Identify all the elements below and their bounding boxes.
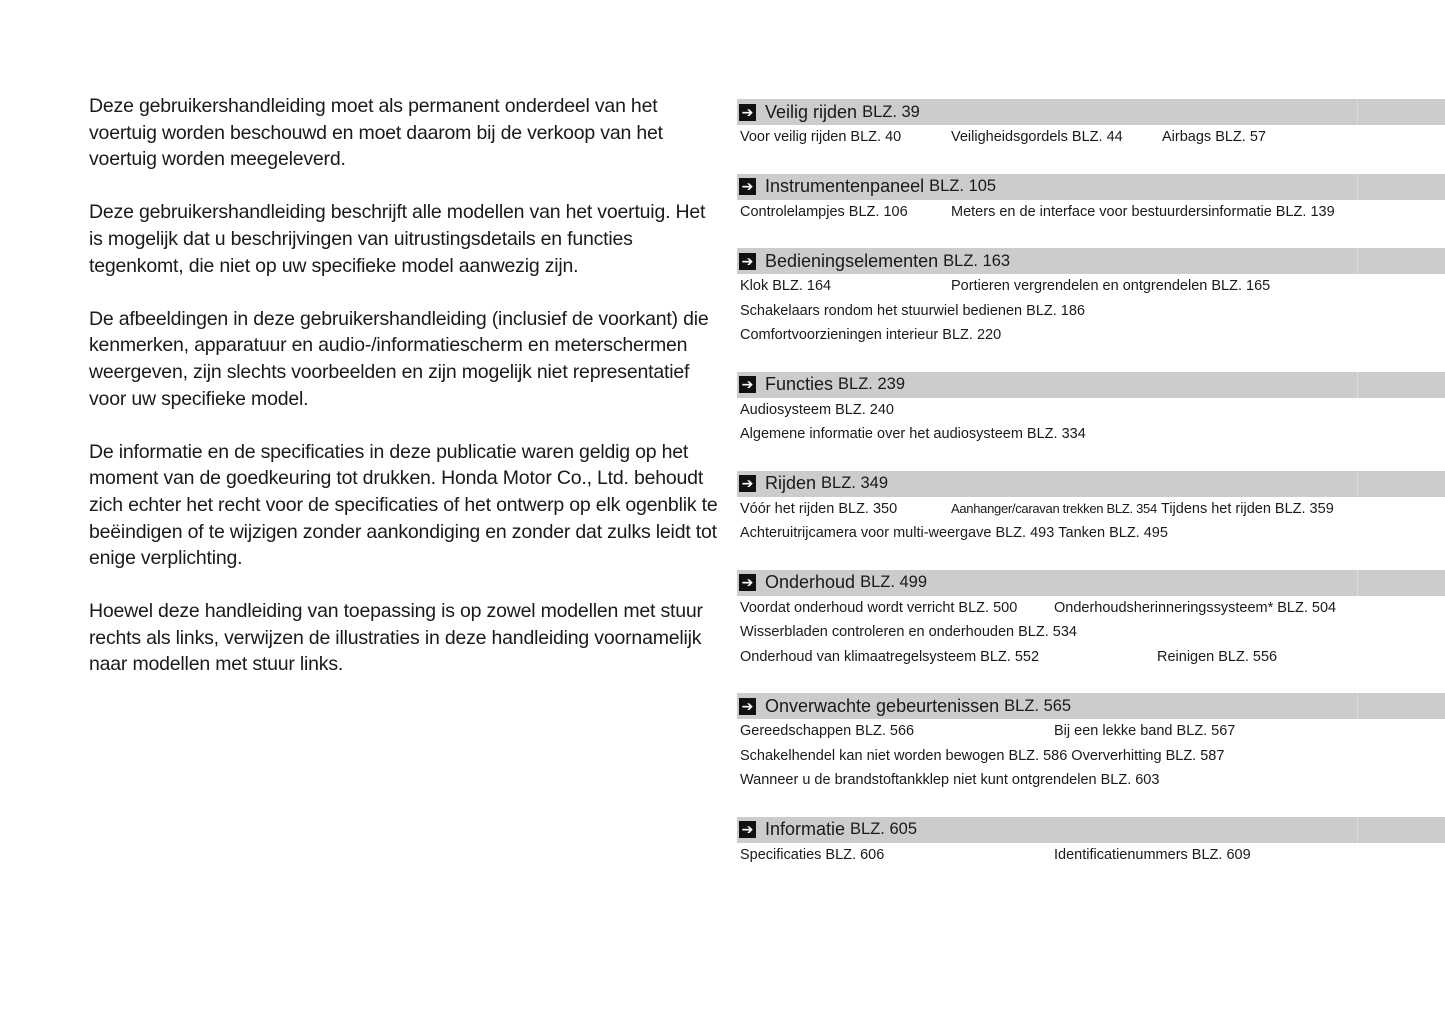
- toc-row: [737, 299, 1445, 324]
- intro-paragraph: Deze gebruikershandleiding beschrijft alle modellen van het voertuig. Het is mogelijk dat u beschrijvingen van uitrustingsdetails en functies tegenkomt, die niet op uw specifieke model aanwezig zijn.: [89, 201, 706, 277]
- divider: [1357, 817, 1358, 843]
- section-title: Rijden: [765, 473, 817, 493]
- toc-section-header[interactable]: [737, 99, 1445, 125]
- toc-section: [737, 99, 1445, 150]
- toc-link[interactable]: Veiligheidsgordels BLZ. 44: [951, 129, 1123, 145]
- toc-section-header[interactable]: [737, 817, 1445, 843]
- divider: [1357, 570, 1358, 596]
- arrow-right-icon: ➔: [739, 178, 756, 195]
- section-title: Onderhoud: [765, 572, 856, 592]
- toc-link[interactable]: Comfortvoorzieningen interieur BLZ. 220: [740, 327, 1002, 343]
- toc-link[interactable]: Bij een lekke band BLZ. 567: [1054, 723, 1236, 739]
- intro-paragraph: De afbeeldingen in deze gebruikershandleiding (inclusief de voorkant) die kenmerken, apparatuur en audio-/informatiescherm en meterschermen weergeven, zijn slechts voorbeelden en zijn mogelijk niet representatief voor uw specifieke model.: [89, 307, 709, 410]
- toc-link[interactable]: Wanneer u de brandstoftankklep niet kunt ontgrendelen BLZ. 603: [740, 772, 1160, 788]
- intro-paragraph: De informatie en de specificaties in deze publicatie waren geldig op het moment van de goedkeuring tot drukken. Honda Motor Co., Ltd. behoudt zich echter het recht voor de specificaties of het ontwerp op elk ogenblik te beëindigen of te wijzigen zonder aankondiging en zonder dat zulks leidt tot enige verplichting.: [89, 440, 718, 570]
- toc-section: [737, 372, 1445, 447]
- toc-row: [737, 497, 1445, 522]
- toc-link[interactable]: Audiosysteem BLZ. 240: [740, 401, 894, 418]
- toc-section: [737, 471, 1445, 546]
- toc-section-header[interactable]: [737, 471, 1445, 497]
- toc-section: [737, 248, 1445, 348]
- toc-row: [737, 596, 1445, 621]
- toc-section-header[interactable]: [737, 248, 1445, 274]
- toc-row: [737, 422, 1445, 447]
- arrow-right-icon: ➔: [739, 821, 756, 838]
- toc-row: [737, 645, 1445, 670]
- toc-link[interactable]: Portieren vergrendelen en ontgrendelen BLZ. 165: [951, 278, 1271, 294]
- toc-link[interactable]: Gereedschappen BLZ. 566: [740, 723, 915, 739]
- arrow-right-icon: ➔: [739, 104, 756, 121]
- toc-section: [737, 174, 1445, 225]
- toc-link[interactable]: Meters en de interface voor bestuurdersinformatie BLZ. 139: [951, 203, 1335, 220]
- section-page: BLZ. 163: [943, 251, 1011, 270]
- toc-section-header[interactable]: [737, 570, 1445, 596]
- toc-link[interactable]: Voordat onderhoud wordt verricht BLZ. 500: [740, 599, 1018, 616]
- toc-section-header[interactable]: [737, 693, 1445, 719]
- arrow-right-icon: ➔: [739, 698, 756, 715]
- arrow-right-icon: ➔: [739, 376, 756, 393]
- intro-paragraph: Deze gebruikershandleiding moet als permanent onderdeel van het voertuig worden beschouwd en moet daarom bij de verkoop van het voertuig worden meegeleverd.: [89, 95, 663, 171]
- section-title: Informatie: [765, 819, 846, 839]
- intro-paragraph: Hoewel deze handleiding van toepassing is op zowel modellen met stuur rechts als links, verwijzen de illustraties in deze handleiding voornamelijk naar modellen met stuur links.: [89, 600, 703, 676]
- arrow-right-icon: ➔: [739, 475, 756, 492]
- section-page: BLZ. 349: [821, 474, 888, 492]
- toc-row: [737, 719, 1445, 744]
- divider: [1357, 248, 1358, 274]
- toc-link[interactable]: Tanken BLZ. 495: [1058, 525, 1168, 541]
- toc-link[interactable]: Schakelhendel kan niet worden bewogen BLZ. 586: [740, 747, 1068, 764]
- divider: [1357, 99, 1358, 125]
- arrow-right-icon: ➔: [739, 253, 756, 270]
- table-of-contents: [737, 99, 1445, 891]
- toc-row: [737, 843, 1445, 868]
- toc-row: [737, 768, 1445, 793]
- toc-link[interactable]: Oververhitting BLZ. 587: [1071, 747, 1225, 764]
- toc-link[interactable]: Controlelampjes BLZ. 106: [740, 203, 908, 220]
- toc-row: [737, 521, 1445, 546]
- toc-row: [737, 200, 1445, 225]
- divider: [1357, 372, 1358, 398]
- section-page: BLZ. 39: [862, 102, 920, 121]
- toc-link[interactable]: Schakelaars rondom het stuurwiel bedienen BLZ. 186: [740, 302, 1085, 319]
- toc-row: [737, 620, 1445, 645]
- divider: [1357, 174, 1358, 200]
- toc-link[interactable]: Voor veilig rijden BLZ. 40: [740, 129, 902, 145]
- section-title: Bedieningselementen: [765, 250, 939, 271]
- toc-row: [737, 398, 1445, 423]
- section-page: BLZ. 239: [838, 375, 905, 393]
- toc-section: [737, 570, 1445, 670]
- toc-link[interactable]: Onderhoud van klimaatregelsysteem BLZ. 552: [740, 648, 1040, 665]
- toc-link[interactable]: Specificaties BLZ. 606: [740, 846, 885, 863]
- section-page: BLZ. 565: [1004, 696, 1072, 715]
- toc-link[interactable]: Wisserbladen controleren en onderhouden BLZ. 534: [740, 624, 1077, 640]
- toc-link[interactable]: Algemene informatie over het audiosysteem BLZ. 334: [740, 426, 1086, 442]
- toc-row: [737, 274, 1445, 299]
- toc-link[interactable]: Onderhoudsherinneringssysteem* BLZ. 504: [1054, 599, 1337, 616]
- toc-section-header[interactable]: [737, 174, 1445, 200]
- toc-row: [737, 323, 1445, 348]
- section-page: BLZ. 105: [929, 177, 997, 195]
- toc-link[interactable]: Klok BLZ. 164: [740, 278, 832, 294]
- toc-link[interactable]: Airbags BLZ. 57: [1162, 129, 1266, 145]
- toc-section: [737, 817, 1445, 868]
- toc-link[interactable]: Identificatienummers BLZ. 609: [1054, 846, 1251, 863]
- section-title: Functies: [765, 374, 834, 394]
- divider: [1357, 471, 1358, 497]
- toc-link[interactable]: Reinigen BLZ. 556: [1157, 648, 1278, 665]
- toc-section: [737, 693, 1445, 793]
- intro-text: [89, 93, 719, 705]
- toc-link[interactable]: Achteruitrijcamera voor multi-weergave BLZ. 493: [740, 525, 1055, 541]
- toc-row: [737, 125, 1445, 150]
- toc-link[interactable]: Aanhanger/caravan trekken BLZ. 354: [951, 500, 1157, 516]
- toc-link[interactable]: Vóór het rijden BLZ. 350: [740, 500, 898, 517]
- section-page: BLZ. 499: [860, 573, 928, 591]
- toc-link[interactable]: Tijdens het rijden BLZ. 359: [1161, 500, 1334, 517]
- section-page: BLZ. 605: [850, 820, 918, 838]
- section-title: Veilig rijden: [765, 101, 858, 122]
- section-title: Onverwachte gebeurtenissen: [765, 695, 1000, 716]
- divider: [1357, 693, 1358, 719]
- arrow-right-icon: ➔: [739, 574, 756, 591]
- section-title: Instrumentenpaneel: [765, 176, 925, 196]
- toc-section-header[interactable]: [737, 372, 1445, 398]
- toc-row: [737, 744, 1445, 769]
